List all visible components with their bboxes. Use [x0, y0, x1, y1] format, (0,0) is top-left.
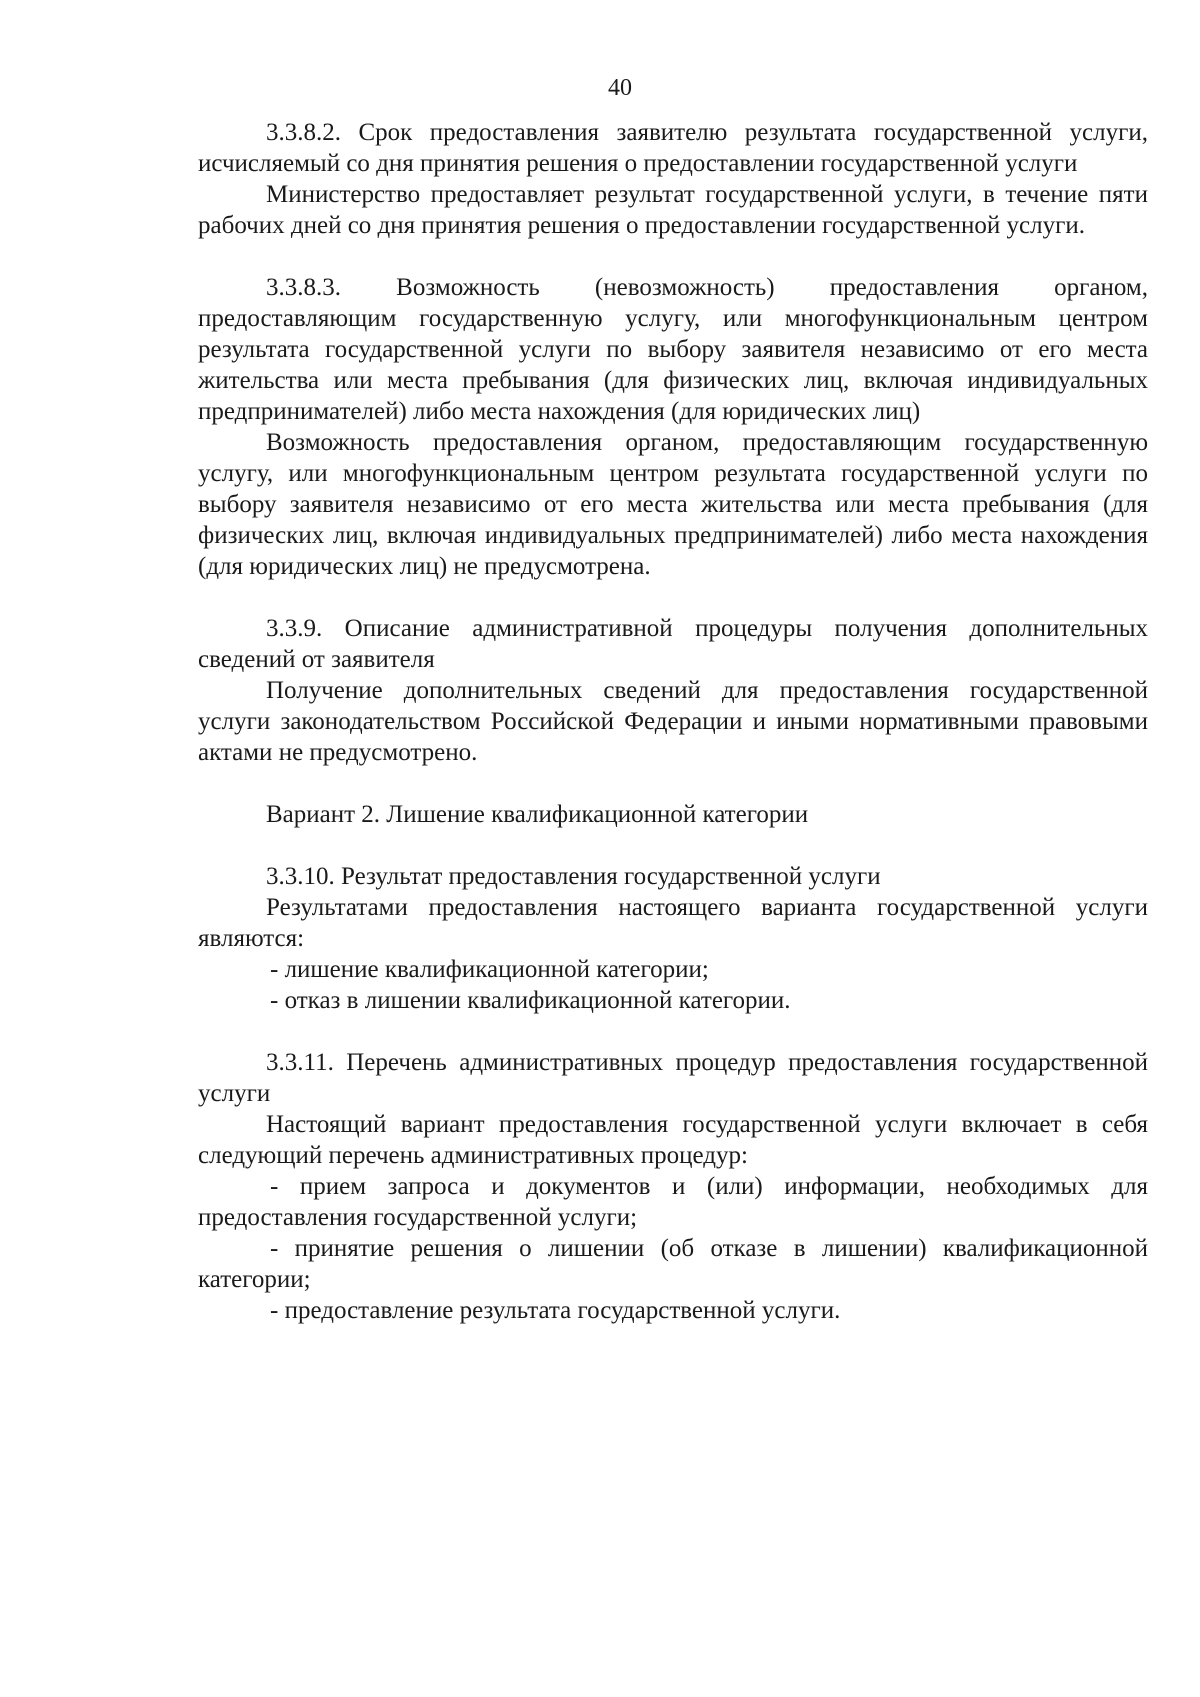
list-item: - предоставление результата государственной услуги.: [270, 1297, 841, 1324]
section-heading-3-3-11: 3.3.11. Перечень административных процедур предоставления государственной услуги: [198, 1049, 1148, 1107]
section-heading-3-3-8-3: 3.3.8.3. Возможность (невозможность) предоставления органом, предоставляющим государственную услугу, или многофункциональным центром результата государственной услуги по выбору заявителя независимо от его места жительства или места пребывания (для физических лиц, включая индивидуальных предпринимателей) либо места нахождения (для юридических лиц): [198, 274, 1148, 425]
variant-heading: Вариант 2. Лишение квалификационной категории: [266, 801, 809, 828]
paragraph: Настоящий вариант предоставления государственной услуги включает в себя следующий перечень административных процедур:: [198, 1111, 1148, 1169]
document-body: [198, 117, 1148, 1326]
spacer: [198, 1016, 1148, 1047]
spacer: [198, 582, 1148, 613]
spacer: [198, 768, 1148, 799]
list-item: - отказ в лишении квалификационной категории.: [270, 987, 791, 1014]
list-item: - прием запроса и документов и (или) информации, необходимых для предоставления государственной услуги;: [198, 1173, 1148, 1231]
paragraph: Получение дополнительных сведений для предоставления государственной услуги законодательством Российской Федерации и иными нормативными правовыми актами не предусмотрено.: [198, 677, 1148, 766]
section-heading-3-3-10: 3.3.10. Результат предоставления государственной услуги: [266, 863, 881, 890]
section-heading-3-3-8-2: 3.3.8.2. Срок предоставления заявителю результата государственной услуги, исчисляемый со дня принятия решения о предоставлении государственной услуги: [198, 119, 1148, 177]
spacer: [198, 830, 1148, 861]
paragraph: Министерство предоставляет результат государственной услуги, в течение пяти рабочих дней со дня принятия решения о предоставлении государственной услуги.: [198, 181, 1148, 239]
section-heading-3-3-9: 3.3.9. Описание административной процедуры получения дополнительных сведений от заявителя: [198, 615, 1148, 673]
list-item: - лишение квалификационной категории;: [270, 956, 709, 983]
paragraph: Возможность предоставления органом, предоставляющим государственную услугу, или многофункциональным центром результата государственной услуги по выбору заявителя независимо от его места жительства или места пребывания (для физических лиц, включая индивидуальных предпринимателей) либо места нахождения (для юридических лиц) не предусмотрена.: [198, 429, 1148, 580]
list-item: - принятие решения о лишении (об отказе в лишении) квалификационной категории;: [198, 1235, 1148, 1293]
page-number: 40: [608, 75, 632, 101]
paragraph: Результатами предоставления настоящего варианта государственной услуги являются:: [198, 894, 1148, 952]
spacer: [198, 241, 1148, 272]
